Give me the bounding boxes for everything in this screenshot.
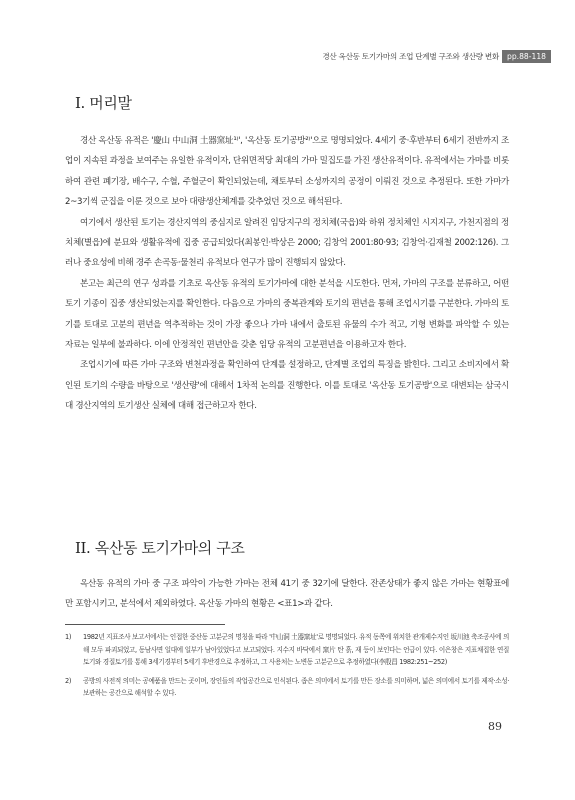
footnote-number: 2) — [65, 676, 72, 685]
paragraph: 조업시기에 따른 가마 구조와 변천과정을 확인하여 단계를 설정하고, 단계별 조업의 특징을 밝힌다. 그리고 소비지에서 확인된 토기의 수량을 바탕으로 '생산량'에 대해서 1차적 논의를 진행한다. 이를 토대로 '옥산동 토기공방'으로 대변되는 삼국시대 경산지역의 토기생산 실체에 대해 접근하고자 한다. — [65, 360, 509, 412]
footnote-text: 공방의 사전적 의미는 공예품을 만드는 곳이며, 장인들의 작업공간으로 인식된다. 좁은 의미에서 토기를 만든 장소를 의미하며, 넓은 의미에서 토기를 제작·소성·보관하는 공간으로 해석할 수 있다. — [83, 676, 509, 697]
section-kiln-structure-body — [65, 574, 509, 615]
paragraph: 옥산동 유적의 가마 중 구조 파악이 가능한 가마는 전체 41기 중 32기에 달한다. 잔존상태가 좋지 않은 가마는 현황표에만 포함시키고, 분석에서 제외하였다. 옥산동 가마의 현황은 <표1>과 같다. — [65, 579, 509, 610]
footnotes — [65, 631, 509, 706]
page-number: 89 — [488, 720, 502, 733]
running-header — [0, 50, 575, 64]
section-title-introduction: I. 머리말 — [75, 94, 132, 112]
paragraph: 본고는 최근의 연구 성과를 기초로 옥산동 유적의 토기가마에 대한 분석을 시도한다. 먼저, 가마의 구조를 분류하고, 어떤 토기 기종이 집중 생산되었는지를 확인한다. 다음으로 가마의 중복관계와 토기의 편년을 통해 조업시기를 구분한다. 가마의 토기를 토대로 고분의 편년을 역추적하는 것이 가장 좋으나 가마 내에서 출토된 유물의 수가 적고, 기형 변화를 파악할 수 있는 자료는 일부에 불과하다. 이에 안정적인 편년안을 갖춘 임당 유적의 고분편년을 이용하고자 한다. — [65, 278, 509, 351]
footnote-divider — [65, 624, 225, 625]
footnote-text: 1982년 지표조사 보고서에서는 인접한 중산동 고분군의 명칭을 따라 '中山洞 土器窯址'로 명명되었다. 유적 동쪽에 위치한 관개제수지인 坂川池 축조공사에 의해 모두 파괴되었고, 동남사면 일대에 일부가 남아있었다고 보고되었다. 지수지 바닥에서 窯片 탄 흙, 재 등이 보인다는 언급이 있다. 이은창은 지표채집한 연질토기와 경질토기를 통해 3세기경부터 5세기 후반경으로 추정하고, 그 사용처는 노변동 고분군으로 추정하였다(李殷昌 1982:251~252) — [83, 633, 509, 666]
footnote-number: 1) — [65, 633, 72, 641]
paragraph: 여기에서 생산된 토기는 경산지역의 중심지로 알려진 임당지구의 정치체(국읍)와 하위 정치체인 시지지구, 가천지점의 정치체(별읍)에 분묘와 생활유적에 집중 공급되었다(최봉인·박상은 2000; 김창억 2001:80·93; 김창억·김재철 2002:126). 그러나 중요성에 비해 경주 손곡동·물천리 유적보다 연구가 많이 진행되지 않았다. — [65, 217, 509, 269]
section-introduction-body — [65, 131, 509, 417]
page-range-badge: pp.88-118 — [502, 50, 551, 63]
footnote — [65, 631, 509, 669]
section-title-kiln-structure: II. 옥산동 토기가마의 구조 — [75, 539, 245, 557]
running-title: 경산 옥산동 토기가마의 조업 단계별 구조와 생산량 변화 — [322, 52, 499, 61]
footnote — [65, 675, 509, 700]
paragraph: 경산 옥산동 유적은 '慶山 中山洞 土器窯址¹⁾', '옥산동 토기공방²⁾'으로 명명되었다. 4세기 중·후반부터 6세기 전반까지 조업이 지속된 과정을 보여주는 유일한 유적이자, 단위면적당 최대의 가마 밀집도를 가진 생산유적이다. 유적에서는 가마를 비롯하여 관련 폐기장, 배수구, 수혈, 주혈군이 확인되었는데, 채토부터 소성까지의 공정이 이뤄진 것으로 추정된다. 또한 가마가 2~3기씩 군집을 이룬 것으로 보아 대량생산체계를 갖추었던 것으로 해석된다. — [65, 136, 509, 208]
